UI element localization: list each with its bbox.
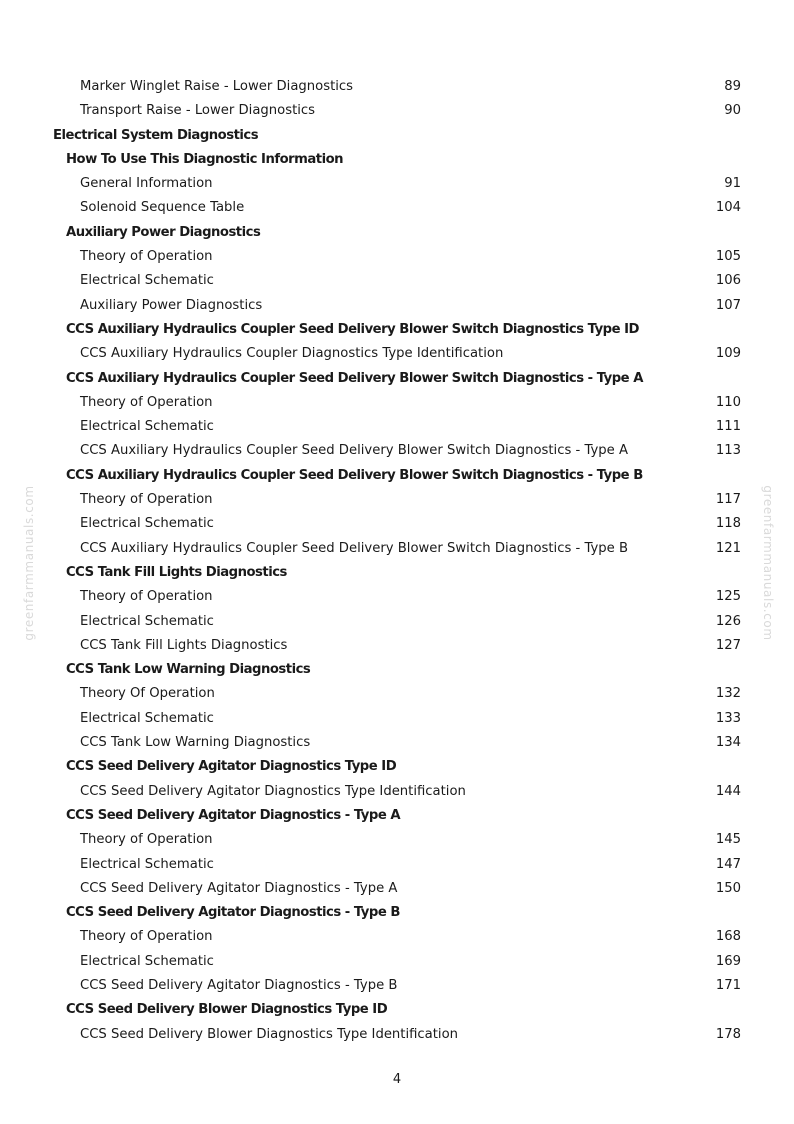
toc-entry-page-number: 109 bbox=[715, 346, 741, 362]
toc-entry-title: Auxiliary Power Diagnostics bbox=[80, 297, 263, 313]
toc-entry-title: Transport Raise - Lower Diagnostics bbox=[80, 103, 316, 119]
toc-entry-page-number: 145 bbox=[715, 832, 741, 848]
toc-entry-page-number: 147 bbox=[715, 856, 741, 872]
toc-section-heading[interactable] bbox=[0, 998, 794, 1022]
toc-entry-page-number: 90 bbox=[724, 103, 741, 119]
toc-entry-page-number: 178 bbox=[715, 1026, 741, 1042]
toc-entry-page-number: 133 bbox=[715, 710, 741, 726]
toc-section-heading[interactable] bbox=[0, 804, 794, 828]
toc-entry[interactable] bbox=[0, 415, 794, 439]
toc-entry-title: Electrical Schematic bbox=[80, 953, 214, 969]
toc-entry[interactable] bbox=[0, 269, 794, 293]
toc-entry-page-number: 113 bbox=[715, 443, 741, 459]
toc-entry-title: CCS Seed Delivery Blower Diagnostics Type Identification bbox=[80, 1026, 459, 1042]
toc-entry-title: Theory of Operation bbox=[80, 589, 213, 605]
toc-entry[interactable] bbox=[0, 245, 794, 269]
toc-entry[interactable] bbox=[0, 488, 794, 512]
watermark-right: greenfarmmanuals.com bbox=[761, 485, 775, 641]
toc-entry-page-number: 121 bbox=[715, 540, 741, 556]
toc-entry[interactable] bbox=[0, 585, 794, 609]
toc-entry-title: How To Use This Diagnostic Information bbox=[66, 151, 344, 167]
toc-entry[interactable] bbox=[0, 439, 794, 463]
toc-entry-page-number: 91 bbox=[724, 176, 741, 192]
toc-entry[interactable] bbox=[0, 196, 794, 220]
toc-entry-title: CCS Auxiliary Hydraulics Coupler Seed Delivery Blower Switch Diagnostics - Type A bbox=[80, 443, 628, 459]
toc-entry-page-number: 118 bbox=[715, 516, 741, 532]
toc-entry-page-number: 105 bbox=[715, 249, 741, 265]
table-of-contents bbox=[0, 75, 794, 1047]
toc-entry-title: CCS Auxiliary Hydraulics Coupler Seed Delivery Blower Switch Diagnostics - Type B bbox=[66, 467, 643, 483]
toc-entry-title: Electrical Schematic bbox=[80, 273, 214, 289]
toc-entry-page-number: 132 bbox=[715, 686, 741, 702]
toc-section-heading[interactable] bbox=[0, 901, 794, 925]
toc-entry[interactable] bbox=[0, 75, 794, 99]
toc-entry[interactable] bbox=[0, 853, 794, 877]
toc-entry-title: Theory of Operation bbox=[80, 832, 213, 848]
toc-entry-title: Electrical Schematic bbox=[80, 710, 214, 726]
toc-entry-page-number: 168 bbox=[715, 929, 741, 945]
toc-entry[interactable] bbox=[0, 391, 794, 415]
toc-entry-page-number: 134 bbox=[715, 735, 741, 751]
toc-entry-title: Electrical System Diagnostics bbox=[53, 127, 259, 143]
toc-entry[interactable] bbox=[0, 682, 794, 706]
toc-entry-page-number: 110 bbox=[715, 394, 741, 410]
toc-entry-page-number: 89 bbox=[724, 79, 741, 94]
toc-entry-title: CCS Auxiliary Hydraulics Coupler Seed Delivery Blower Switch Diagnostics Type ID bbox=[66, 321, 640, 337]
toc-entry-page-number: 126 bbox=[715, 613, 741, 629]
toc-entry[interactable] bbox=[0, 634, 794, 658]
toc-section-heading[interactable] bbox=[0, 755, 794, 779]
toc-entry-title: Theory of Operation bbox=[80, 249, 213, 265]
toc-section-heading[interactable] bbox=[0, 318, 794, 342]
toc-entry-page-number: 125 bbox=[715, 589, 741, 605]
toc-entry[interactable] bbox=[0, 828, 794, 852]
toc-entry[interactable] bbox=[0, 780, 794, 804]
toc-entry[interactable] bbox=[0, 99, 794, 123]
toc-entry[interactable] bbox=[0, 342, 794, 366]
toc-entry[interactable] bbox=[0, 294, 794, 318]
toc-entry[interactable] bbox=[0, 731, 794, 755]
toc-entry-page-number: 107 bbox=[715, 297, 741, 313]
toc-entry-title: CCS Seed Delivery Blower Diagnostics Type ID bbox=[66, 1002, 388, 1018]
toc-entry-title: CCS Seed Delivery Agitator Diagnostics - Type B bbox=[80, 977, 398, 993]
toc-section-heading[interactable] bbox=[0, 464, 794, 488]
toc-entry-title: Theory of Operation bbox=[80, 929, 213, 945]
toc-entry-title: CCS Tank Fill Lights Diagnostics bbox=[80, 637, 288, 653]
toc-entry-page-number: 169 bbox=[715, 953, 741, 969]
toc-entry-title: Theory Of Operation bbox=[80, 686, 215, 702]
toc-entry[interactable] bbox=[0, 610, 794, 634]
toc-entry-title: CCS Seed Delivery Agitator Diagnostics Type Identification bbox=[80, 783, 466, 799]
toc-entry-page-number: 150 bbox=[715, 880, 741, 896]
toc-entry-title: CCS Tank Low Warning Diagnostics bbox=[66, 662, 311, 678]
toc-section-heading[interactable] bbox=[0, 221, 794, 245]
toc-entry-title: Theory of Operation bbox=[80, 394, 213, 410]
toc-entry-title: CCS Auxiliary Hydraulics Coupler Seed Delivery Blower Switch Diagnostics - Type A bbox=[66, 370, 643, 386]
toc-entry-title: CCS Seed Delivery Agitator Diagnostics - Type B bbox=[66, 905, 400, 921]
toc-entry-page-number: 117 bbox=[715, 492, 741, 508]
toc-entry-title: CCS Auxiliary Hydraulics Coupler Seed Delivery Blower Switch Diagnostics - Type B bbox=[80, 540, 629, 556]
toc-entry-title: Theory of Operation bbox=[80, 492, 213, 508]
toc-entry[interactable] bbox=[0, 925, 794, 949]
toc-section-heading[interactable] bbox=[0, 561, 794, 585]
toc-entry-title: Marker Winglet Raise - Lower Diagnostics bbox=[80, 79, 354, 94]
toc-entry-title: CCS Tank Low Warning Diagnostics bbox=[80, 735, 311, 751]
toc-entry[interactable] bbox=[0, 512, 794, 536]
toc-entry[interactable] bbox=[0, 950, 794, 974]
toc-entry-page-number: 104 bbox=[715, 200, 741, 216]
toc-entry[interactable] bbox=[0, 172, 794, 196]
toc-entry-title: CCS Tank Fill Lights Diagnostics bbox=[66, 564, 287, 580]
toc-entry-title: Electrical Schematic bbox=[80, 516, 214, 532]
toc-section-heading[interactable] bbox=[0, 367, 794, 391]
toc-entry-title: CCS Seed Delivery Agitator Diagnostics - Type A bbox=[80, 880, 398, 896]
toc-entry-title: General Information bbox=[80, 176, 213, 192]
toc-entry-title: Solenoid Sequence Table bbox=[80, 200, 245, 216]
page-number: 4 bbox=[392, 1072, 402, 1087]
toc-entry[interactable] bbox=[0, 1023, 794, 1047]
toc-entry[interactable] bbox=[0, 974, 794, 998]
toc-entry-title: Electrical Schematic bbox=[80, 419, 214, 435]
toc-entry-page-number: 171 bbox=[715, 977, 741, 993]
toc-section-heading[interactable] bbox=[0, 148, 794, 172]
toc-entry[interactable] bbox=[0, 537, 794, 561]
toc-section-heading[interactable] bbox=[0, 658, 794, 682]
watermark-left: greenfarmmanuals.com bbox=[22, 485, 36, 641]
toc-entry-page-number: 127 bbox=[715, 637, 741, 653]
toc-entry-title: Electrical Schematic bbox=[80, 856, 214, 872]
toc-entry-page-number: 111 bbox=[715, 419, 741, 435]
toc-entry[interactable] bbox=[0, 707, 794, 731]
toc-entry-title: CCS Seed Delivery Agitator Diagnostics - Type A bbox=[66, 807, 401, 823]
toc-entry-title: Electrical Schematic bbox=[80, 613, 214, 629]
toc-section-heading[interactable] bbox=[0, 124, 794, 148]
toc-entry-page-number: 144 bbox=[715, 783, 741, 799]
toc-entry[interactable] bbox=[0, 877, 794, 901]
toc-entry-title: CCS Seed Delivery Agitator Diagnostics Type ID bbox=[66, 759, 397, 775]
toc-entry-page-number: 106 bbox=[715, 273, 741, 289]
toc-entry-title: CCS Auxiliary Hydraulics Coupler Diagnostics Type Identification bbox=[80, 346, 504, 362]
toc-entry-title: Auxiliary Power Diagnostics bbox=[66, 224, 261, 240]
